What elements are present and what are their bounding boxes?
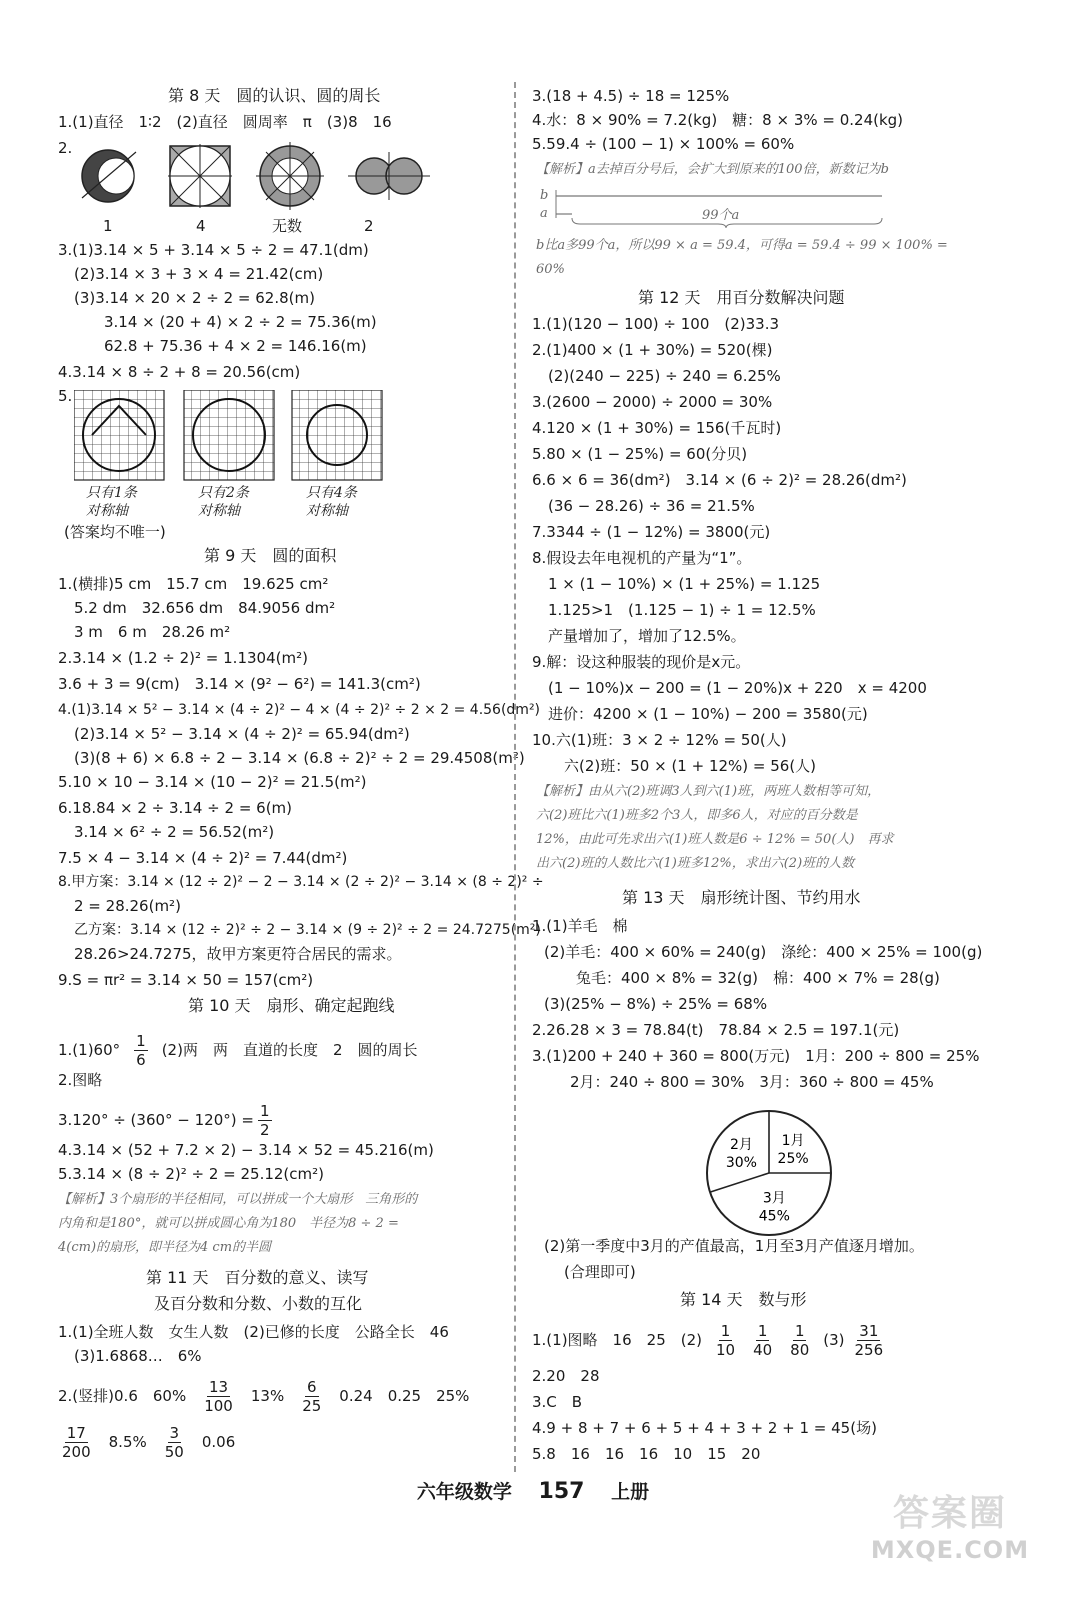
fraction-denominator: 200 <box>62 1442 91 1461</box>
day13-title: 第 13 天 扇形统计图、节约用水 <box>622 888 861 907</box>
r-analysis-1: 【解析】a去掉百分号后，会扩大到原来的100倍，新数记为b <box>536 162 889 177</box>
day12-q8-4: 产量增加了，增加了12.5%。 <box>548 627 746 645</box>
day13-q1-3: 兔毛：400 × 8% = 32(g) 棉：400 × 7% = 28(g) <box>576 969 940 987</box>
fraction-numerator: 1 <box>136 1031 146 1050</box>
day10-q3-a: 3.120° ÷ (360° − 120°) = <box>58 1111 254 1129</box>
day10-q5: 5.3.14 × (8 ÷ 2)² ÷ 2 = 25.12(cm²) <box>58 1165 324 1183</box>
day14-q1-a: 1.(1)图略 16 25 (2) <box>532 1331 702 1349</box>
day11-title-2: 及百分数和分数、小数的互化 <box>154 1294 363 1313</box>
day10-q1-a: 1.(1)60° <box>58 1041 121 1059</box>
day9-q1-3: 3 m 6 m 28.26 m² <box>74 623 231 641</box>
day12-analysis-3: 12%，由此可先求出六(1)班人数是6 ÷ 12% = 50(人) 再求 <box>536 832 894 847</box>
day8-note: (答案均不唯一) <box>64 523 166 541</box>
fig-caption-2: 4 <box>196 217 206 235</box>
day10-q2: 2.图略 <box>58 1071 103 1089</box>
watermark-line1: 答案圈 <box>892 1493 1007 1534</box>
day8-q3-2: (2)3.14 × 3 + 3 × 4 = 21.42(cm) <box>74 265 324 283</box>
day12-title: 第 12 天 用百分数解决问题 <box>638 288 845 307</box>
segment-brace-label: 99个a <box>702 208 740 223</box>
day9-q8-1: 8.甲方案：3.14 × (12 ÷ 2)² − 2 − 3.14 × (2 ÷ 2)² − 3.14 × (8 ÷ 2)² ÷ <box>58 874 544 890</box>
fig-caption-1: 1 <box>103 217 113 235</box>
day12-q9-3: 进价：4200 × (1 − 10%) − 200 = 3580(元) <box>548 705 868 723</box>
day13-q1-4: (3)(25% − 8%) ÷ 25% = 68% <box>544 995 768 1013</box>
day8-title: 第 8 天 圆的认识、圆的周长 <box>168 86 381 105</box>
day14-q4: 4.9 + 8 + 7 + 6 + 5 + 4 + 3 + 2 + 1 = 45(场) <box>532 1419 877 1437</box>
day12-q5: 5.80 × (1 − 25%) = 60(分贝) <box>532 445 748 463</box>
day14-q5: 5.8 16 16 16 10 15 20 <box>532 1445 761 1463</box>
day9-q7: 7.5 × 4 − 3.14 × (4 ÷ 2)² = 7.44(dm²) <box>58 849 348 867</box>
circle-symmetry-figures <box>78 140 438 212</box>
r-q5: 5.59.4 ÷ (100 − 1) × 100% = 60% <box>532 135 795 153</box>
day11-q2-row1 <box>58 1374 469 1418</box>
day9-q1-2: 5.2 dm 32.656 dm 84.9056 dm² <box>74 599 336 617</box>
day10-q1-fraction <box>134 1032 148 1069</box>
pie-label-3: 3月 <box>762 1190 786 1207</box>
day14-q3: 3.C B <box>532 1393 583 1411</box>
day12-q2-1: 2.(1)400 × (1 + 30%) = 520(棵) <box>532 341 773 359</box>
day12-q7: 7.3344 ÷ (1 − 12%) = 3800(元) <box>532 523 771 541</box>
grid-figure-2 <box>184 390 274 480</box>
fraction-denominator: 25 <box>302 1396 322 1415</box>
fraction-6-25 <box>302 1378 321 1415</box>
day8-q3-5: 62.8 + 75.36 + 4 × 2 = 146.16(m) <box>104 337 367 355</box>
day10-q1 <box>58 1028 418 1072</box>
concentric-circles-figure <box>256 142 324 210</box>
footer-grade: 六年级数学 <box>416 1481 512 1503</box>
segment-a-label: a <box>540 206 548 221</box>
day13-q1-2: (2)羊毛：400 × 60% = 240(g) 涤纶：400 × 25% = 100(g) <box>544 943 983 961</box>
day11-q1-2: (3)1.6868… 6% <box>74 1347 202 1365</box>
fraction-1-80 <box>790 1322 809 1359</box>
day8-q2-label: 2. <box>58 139 73 157</box>
day9-q8-4: 28.26>24.7275，故甲方案更符合居民的需求。 <box>74 945 402 963</box>
fraction-denominator: 6 <box>136 1050 146 1069</box>
day12-q3: 3.(2600 − 2000) ÷ 2000 = 30% <box>532 393 773 411</box>
day8-q1: 1.(1)直径 1∶2 (2)直径 圆周率 π (3)8 16 <box>58 113 392 131</box>
day11-q2-c: 0.24 0.25 25% <box>339 1387 470 1405</box>
grid-figure-1 <box>74 390 164 480</box>
r-q4: 4.水：8 × 90% = 7.2(kg) 糖：8 × 3% = 0.24(kg) <box>532 111 904 129</box>
day11-q1-1: 1.(1)全班人数 女生人数 (2)已修的长度 公路全长 46 <box>58 1323 449 1341</box>
grid-symmetry-figures <box>74 390 474 482</box>
pie-value-1: 25% <box>777 1150 809 1167</box>
fig-caption-4: 2 <box>364 217 374 235</box>
day12-q2-2: (2)(240 − 225) ÷ 240 = 6.25% <box>548 367 781 385</box>
day8-q3-4: 3.14 × (20 + 4) × 2 ÷ 2 = 75.36(m) <box>104 313 377 331</box>
day12-q6-2: (36 − 28.26) ÷ 36 = 21.5% <box>548 497 755 515</box>
fraction-numerator: 1 <box>259 1101 270 1120</box>
day9-q9: 9.S = πr² = 3.14 × 50 = 157(cm²) <box>58 971 314 989</box>
pie-value-2: 30% <box>725 1154 757 1171</box>
day11-q2-row2 <box>58 1420 235 1464</box>
day13-q3-4: (合理即可) <box>564 1263 636 1281</box>
fraction-denominator: 256 <box>854 1340 884 1359</box>
day10-analysis-3: 4(cm)的扇形，即半径为4 cm的半圆 <box>58 1240 272 1255</box>
day9-q6-2: 3.14 × 6² ÷ 2 = 56.52(m²) <box>74 823 275 841</box>
day10-q3-fraction <box>258 1102 272 1139</box>
day14-q2: 2.20 28 <box>532 1367 600 1385</box>
day14-title: 第 14 天 数与形 <box>680 1290 807 1309</box>
day11-title-1: 第 11 天 百分数的意义、读写 <box>146 1268 369 1287</box>
day8-q3-3: (3)3.14 × 20 × 2 ÷ 2 = 62.8(m) <box>74 289 315 307</box>
r-analysis-2: b比a多99个a，所以99 × a = 59.4，可得a = 59.4 ÷ 99 × 100% = <box>536 238 948 253</box>
segment-b-label: b <box>540 188 549 203</box>
day9-q1-1: 1.(横排)5 cm 15.7 cm 19.625 cm² <box>58 575 329 593</box>
watermark-logo <box>860 1485 1040 1585</box>
day13-q3-3: (2)第一季度中3月的产值最高，1月至3月产值逐月增加。 <box>544 1237 924 1255</box>
day9-title: 第 9 天 圆的面积 <box>204 546 337 565</box>
pie-label-2: 2月 <box>729 1136 753 1153</box>
fraction-numerator: 1 <box>794 1321 805 1340</box>
day12-q1: 1.(1)(120 − 100) ÷ 100 (2)33.3 <box>532 315 780 333</box>
two-circles-figure <box>348 152 430 200</box>
day8-q5-label: 5. <box>58 387 73 405</box>
fraction-denominator: 100 <box>204 1396 233 1415</box>
day12-analysis-1: 【解析】由从六(2)班调3人到六(1)班，两班人数相等可知， <box>536 784 881 799</box>
day10-q1-b: (2)两 两 直道的长度 2 圆的周长 <box>161 1041 418 1059</box>
fraction-denominator: 2 <box>259 1120 270 1139</box>
fraction-denominator: 40 <box>753 1340 773 1359</box>
day12-analysis-4: 出六(2)班的人数比六(1)班多12%，求出六(2)班的人数 <box>536 856 855 871</box>
day12-q6-1: 6.6 × 6 = 36(dm²) 3.14 × (6 ÷ 2)² = 28.26(dm²) <box>532 471 907 489</box>
day9-q4-1: 4.(1)3.14 × 5² − 3.14 × (4 ÷ 2)² − 4 × (4 ÷ 2)² ÷ 2 × 2 = 4.56(dm²) <box>58 702 541 718</box>
day13-q2: 2.26.28 × 3 = 78.84(t) 78.84 × 2.5 = 197.1(元) <box>532 1021 900 1039</box>
fraction-3-50 <box>165 1424 184 1461</box>
day10-q3 <box>58 1098 276 1142</box>
grid-caption-2: 只有2条 对称轴 <box>198 485 249 519</box>
fraction-numerator: 31 <box>859 1321 879 1340</box>
fraction-numerator: 1 <box>757 1321 768 1340</box>
watermark-line2: MXQE.COM <box>870 1536 1030 1564</box>
day11-q2-b: 13% <box>250 1387 285 1405</box>
day13-q3-2: 2月：240 ÷ 800 = 30% 3月：360 ÷ 800 = 45% <box>570 1073 934 1091</box>
day8-q3-1: 3.(1)3.14 × 5 + 3.14 × 5 ÷ 2 = 47.1(dm) <box>58 241 369 259</box>
day12-q10-1: 10.六(1)班：3 × 2 ÷ 12% = 50(人) <box>532 731 787 749</box>
day12-q8-3: 1.125>1 (1.125 − 1) ÷ 1 = 12.5% <box>548 601 816 619</box>
r-q3: 3.(18 + 4.5) ÷ 18 = 125% <box>532 87 730 105</box>
fraction-1-10 <box>716 1322 735 1359</box>
day12-q8-2: 1 × (1 − 10%) × (1 + 25%) = 1.125 <box>548 575 821 593</box>
day14-q1 <box>532 1318 887 1362</box>
day10-analysis-1: 【解析】3个扇形的半径相同，可以拼成一个大扇形 三角形的 <box>58 1192 418 1207</box>
day14-q1-b: (3) <box>823 1331 845 1349</box>
fraction-denominator: 10 <box>715 1340 736 1359</box>
fraction-denominator: 50 <box>164 1442 184 1461</box>
day12-analysis-2: 六(2)班比六(1)班多2个3人，即多6人，对应的百分数是 <box>536 808 858 823</box>
page-number: 157 <box>538 1479 585 1504</box>
day9-q8-3: 乙方案：3.14 × (12 ÷ 2)² ÷ 2 − 3.14 × (9 ÷ 2)² ÷ 2 = 24.7275(m²) <box>74 922 541 938</box>
grid-caption-1: 只有1条 对称轴 <box>86 485 137 519</box>
day12-q4: 4.120 × (1 + 30%) = 156(千瓦时) <box>532 419 782 437</box>
day8-q4: 4.3.14 × 8 ÷ 2 + 8 = 20.56(cm) <box>58 363 301 381</box>
day13-q3-1: 3.(1)200 + 240 + 360 = 800(万元) 1月：200 ÷ 800 = 25% <box>532 1047 980 1065</box>
fraction-17-200 <box>62 1424 91 1461</box>
grid-figure-3 <box>292 390 382 480</box>
footer-volume: 上册 <box>611 1481 650 1503</box>
day9-q4-2: (2)3.14 × 5² − 3.14 × (4 ÷ 2)² = 65.94(dm²) <box>74 725 410 743</box>
day12-q9-1: 9.解：设这种服装的现价是x元。 <box>532 653 751 671</box>
day10-analysis-2: 内角和是180°，就可以拼成圆心角为180 半径为8 ÷ 2 = <box>58 1216 399 1231</box>
fraction-numerator: 17 <box>66 1423 86 1442</box>
column-divider <box>514 82 516 1472</box>
fraction-13-100 <box>204 1378 233 1415</box>
day12-q8-1: 8.假设去年电视机的产量为“1”。 <box>532 549 752 567</box>
pie-chart <box>702 1106 836 1240</box>
fraction-1-40 <box>753 1322 772 1359</box>
day11-q2-d: 8.5% <box>108 1433 147 1451</box>
fraction-numerator: 3 <box>169 1423 180 1442</box>
day11-q2-e: 0.06 <box>201 1433 236 1451</box>
day13-q1-1: 1.(1)羊毛 棉 <box>532 917 628 935</box>
fraction-numerator: 13 <box>208 1377 229 1396</box>
day10-title: 第 10 天 扇形、确定起跑线 <box>188 996 395 1015</box>
fraction-31-256 <box>855 1322 884 1359</box>
fraction-denominator: 80 <box>790 1340 810 1359</box>
day12-q9-2: (1 − 10%)x − 200 = (1 − 20%)x + 220 x = 4200 <box>548 679 927 697</box>
pie-label-1: 1月 <box>781 1132 805 1149</box>
day9-q8-2: 2 = 28.26(m²) <box>74 897 181 915</box>
fig-caption-3: 无数 <box>272 217 303 235</box>
r-analysis-3: 60% <box>536 262 565 277</box>
grid-caption-3: 只有4条 对称轴 <box>306 485 357 519</box>
day11-q2-a: 2.(竖排)0.6 60% <box>58 1387 187 1405</box>
crescent-figure <box>82 150 136 202</box>
day9-q3: 3.6 + 3 = 9(cm) 3.14 × (9² − 6²) = 141.3(cm²) <box>58 675 421 693</box>
pie-value-3: 45% <box>758 1208 790 1225</box>
day9-q4-3: (3)(8 + 6) × 6.8 ÷ 2 − 3.14 × (6.8 ÷ 2)² ÷ 2 = 29.4508(m²) <box>74 749 525 767</box>
day9-q5: 5.10 × 10 − 3.14 × (10 − 2)² = 21.5(m²) <box>58 773 367 791</box>
day9-q6-1: 6.18.84 × 2 ÷ 3.14 ÷ 2 = 6(m) <box>58 799 293 817</box>
fraction-numerator: 1 <box>720 1321 731 1340</box>
day9-q2: 2.3.14 × (1.2 ÷ 2)² = 1.1304(m²) <box>58 649 308 667</box>
day10-q4: 4.3.14 × (52 + 7.2 × 2) − 3.14 × 52 = 45.216(m) <box>58 1141 434 1159</box>
fraction-numerator: 6 <box>306 1377 317 1396</box>
day12-q10-2: 六(2)班：50 × (1 + 12%) = 56(人) <box>564 757 817 775</box>
square-circle-figure <box>168 144 232 208</box>
